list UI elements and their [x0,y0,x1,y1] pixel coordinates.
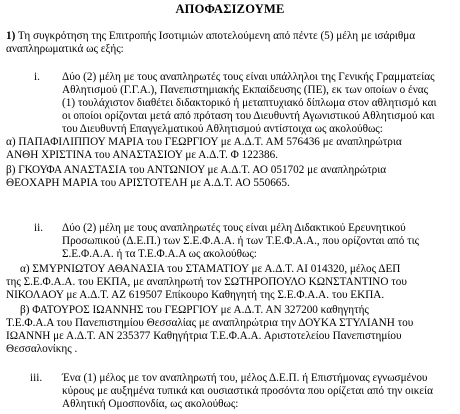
document-heading: ΑΠΟΦΑΣΙΖΟΥΜΕ [175,2,285,16]
item-i-member-a-line-2: ΑΝΘΗ ΧΡΙΣΤΙΝΑ του ΑΝΑΣΤΑΣΙΟΥ με Α.Δ.Τ. Φ 122386. [6,149,279,161]
item-i-member-b-line-2: ΘΕΟΧΑΡΗ ΜΑΡΙΑ του ΑΡΙΣΤΟΤΕΛΗ με Α.Δ.Τ. ΑΟ 550665. [6,177,290,189]
item-iii-line-3: Αθλητική Ομοσπονδία, ως ακολούθως: [62,398,239,410]
item-ii-member-a-line-1: α) ΣΜΥΡΝΙΩΤΟΥ ΑΘΑΝΑΣΙΑ του ΣΤΑΜΑΤΙΟΥ με Α.Δ.Τ. ΑΙ 014320, μέλος ΔΕΠ [20,263,401,275]
intro-text-1: Τη συγκρότηση της Επιτροπής Ισοτιμιών αποτελούμενη από πέντε (5) μέλη με ισάριθμα [15,30,416,42]
item-ii-member-b-line-4: Θεσσαλονίκης . [6,343,78,355]
item-iii-numeral: iii. [30,372,43,384]
item-ii-member-a-line-3: ΝΙΚΟΛΑΟΥ με Α.Δ.Τ. ΑΖ 619507 Επίκουρο Καθηγητή της Σ.Ε.Φ.Α.Α. του ΕΚΠΑ. [6,289,385,301]
item-iii-line-1: Ένα (1) μέλος με τον αναπληρωτή του, μέλος Δ.Ε.Π. ή Επιστήμονας εγνωσμένου [62,372,428,384]
item-iii-line-2: κύρους με αυξημένα τυπικά και ουσιαστικά προσόντα που ορίζεται από την οικεία [62,385,433,397]
item-i-line-3: (1) τουλάχιστον διαθέτει διδακτορικό ή μεταπτυχιακό δίπλωμα στον αθλητισμό και [62,97,437,109]
intro-line-2: αναπληρωματικά ως εξής: [6,43,124,55]
item-ii-line-1: Δύο (2) μέλη με τους αναπληρωτές τους είναι μέλη Διδακτικού Ερευνητικού [62,222,406,234]
item-ii-member-b-line-3: ΙΩΑΝΝΗ με Α.Δ.Τ. ΑΝ 235377 Καθηγήτρια Τ.Ε.Φ.Α.Α. Αριστοτελείου Πανεπιστημίου [6,330,402,342]
item-ii-member-a-line-2: της Σ.Ε.Φ.Α.Α. του ΕΚΠΑ, με αναπληρωτή τον ΣΩΤΗΡΟΠΟΥΛΟ ΚΩΝΣΤΑΝΤΙΝΟ του [6,276,407,288]
item-i-member-b-line-1: β) ΓΚΟΥΦΑ ΑΝΑΣΤΑΣΙΑ του ΑΝΤΩΝΙΟΥ με Α.Δ.Τ. ΑΟ 051702 με αναπληρώτρια [6,164,387,176]
item-ii-line-2: Προσωπικού (Δ.Ε.Π.) των Σ.Ε.Φ.Α.Α. ή των Τ.Ε.Φ.Α.Α., που ορίζονται από τις [62,235,420,247]
item-ii-numeral: ii. [34,222,44,234]
intro-number: 1) [6,30,16,42]
item-i-member-a-line-1: α) ΠΑΠΑΦΙΛΙΠΠΟΥ ΜΑΡΙΑ του ΓΕΩΡΓΙΟΥ με Α.Δ.Τ. ΑΜ 576436 με αναπληρώτρια [6,136,402,148]
intro-line-1 [6,30,415,43]
item-i-numeral: i. [34,71,40,83]
item-i-line-1: Δύο (2) μέλη με τους αναπληρωτές τους είναι υπάλληλοι της Γενικής Γραμματείας [62,71,435,83]
item-ii-member-b-line-1: β) ΦΑΤΟΥΡΟΣ ΙΩΑΝΝΗΣ του ΓΕΩΡΓΙΟΥ με Α.Δ.Τ. ΑΝ 327200 καθηγητής [20,304,369,316]
item-i-line-5: του Διευθυντή Επαγγελματικού Αθλητισμού αντίστοιχα ως ακολούθως: [62,123,383,135]
item-i-line-4: οι οποίοι ορίζονται μετά από πρόταση του Διευθυντή Αγωνιστικού Αθλητισμού και [62,110,435,122]
item-ii-member-b-line-2: Τ.Ε.Φ.Α.Α του Πανεπιστημίου Θεσσαλίας με αναπληρώτρια την ΔΟΥΚΑ ΣΤΥΛΙΑΝΗ του [6,317,414,329]
item-ii-line-3: Σ.Ε.Φ.Α.Α. ή τα Τ.Ε.Φ.Α.Α ως ακολούθως: [62,248,257,260]
item-i-line-2: Αθλητισμού (Γ.Γ.Α.), Πανεπιστημιακής Εκπαίδευσης (ΠΕ), εκ των οποίων ο ένας [62,84,429,96]
